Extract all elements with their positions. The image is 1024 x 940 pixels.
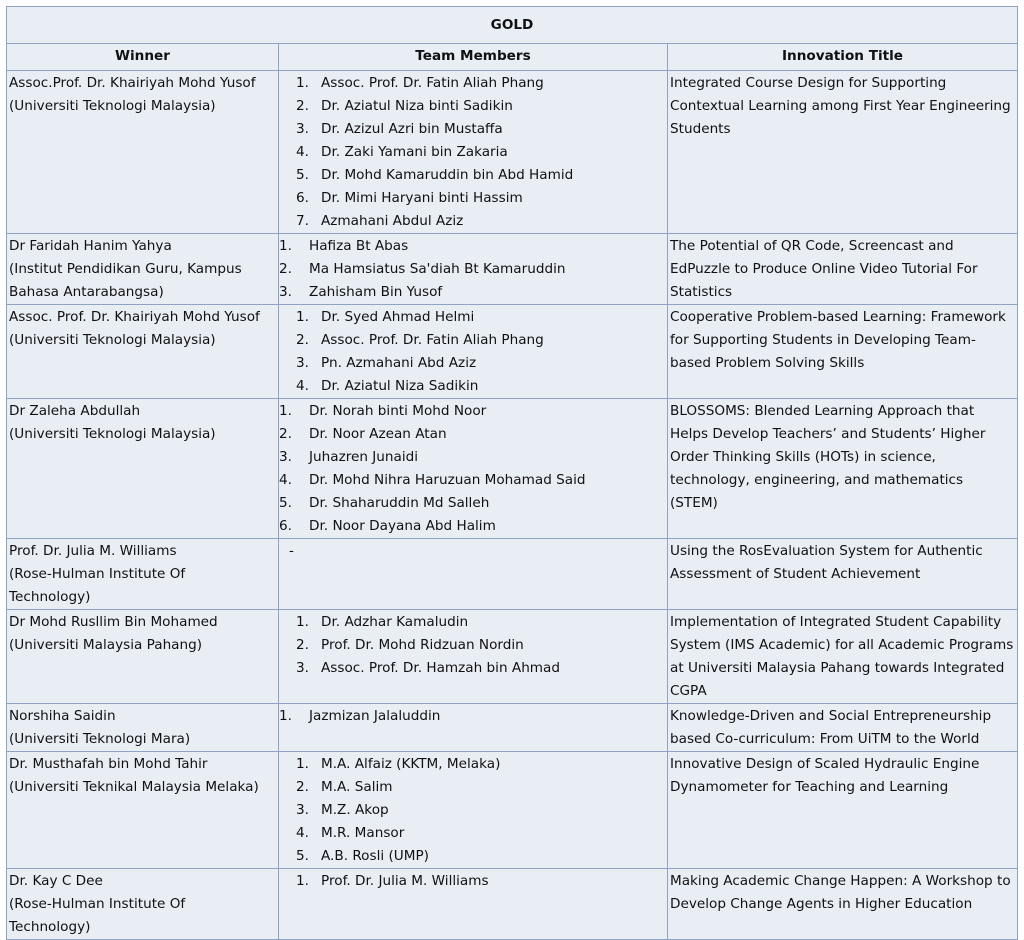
team-member-item [279, 118, 667, 141]
team-members-list [279, 235, 667, 304]
item-number: 6. [279, 518, 292, 534]
team-member-item [279, 799, 667, 822]
innovation-title-cell: Making Academic Change Happen: A Workshop to Develop Change Agents in Higher Education [668, 869, 1018, 940]
team-member-name: Prof. Dr. Julia M. Williams [321, 873, 489, 889]
team-members-list [279, 870, 667, 893]
winner-line: (Universiti Teknologi Malaysia) [9, 332, 216, 348]
table-row [7, 752, 1018, 869]
winner-cell [7, 869, 279, 940]
team-members-list [279, 72, 667, 233]
team-member-name: Pn. Azmahani Abd Aziz [321, 355, 477, 371]
team-members-list [279, 611, 667, 680]
team-member-name: Dr. Zaki Yamani bin Zakaria [321, 144, 508, 160]
team-member-name: Dr. Aziatul Niza binti Sadikin [321, 98, 513, 114]
team-member-name: Dr. Syed Ahmad Helmi [321, 309, 475, 325]
team-member-item [279, 352, 667, 375]
team-member-name: Dr. Aziatul Niza Sadikin [321, 378, 479, 394]
item-number: 1. [296, 614, 309, 630]
team-member-item [279, 400, 667, 423]
team-members-list [279, 400, 667, 538]
team-member-item [279, 281, 667, 304]
winner-cell [7, 610, 279, 704]
team-member-item [279, 210, 667, 233]
team-member-item [279, 141, 667, 164]
winner-line: Dr. Musthafah bin Mohd Tahir [9, 756, 208, 772]
team-member-name: Dr. Norah binti Mohd Noor [309, 403, 487, 419]
innovation-title-cell: Integrated Course Design for Supporting Contextual Learning among First Year Engineering Students [668, 71, 1018, 234]
team-member-item [279, 329, 667, 352]
winner-cell [7, 539, 279, 610]
team-member-name: Azmahani Abdul Aziz [321, 213, 464, 229]
item-number: 1. [296, 75, 309, 91]
team-member-name: Dr. Adzhar Kamaludin [321, 614, 469, 630]
winner-line: Prof. Dr. Julia M. Williams [9, 543, 177, 559]
team-member-item [279, 776, 667, 799]
winner-line: Dr Faridah Hanim Yahya [9, 238, 172, 254]
winner-line: (Rose-Hulman Institute Of [9, 566, 186, 582]
table-row [7, 704, 1018, 752]
item-number: 4. [279, 472, 292, 488]
team-members-cell [279, 752, 668, 869]
item-number: 1. [279, 238, 292, 254]
innovation-title-cell: Innovative Design of Scaled Hydraulic Engine Dynamometer for Teaching and Learning [668, 752, 1018, 869]
team-member-name: M.R. Mansor [321, 825, 405, 841]
winner-line: Dr. Kay C Dee [9, 873, 103, 889]
team-member-item [279, 72, 667, 95]
team-member-item [279, 845, 667, 868]
team-member-name: A.B. Rosli (UMP) [321, 848, 429, 864]
team-member-name: Dr. Shaharuddin Md Salleh [309, 495, 490, 511]
item-number: 2. [296, 779, 309, 795]
team-member-name: Dr. Mohd Nihra Haruzuan Mohamad Said [309, 472, 586, 488]
team-member-name: Juhazren Junaidi [309, 449, 419, 465]
item-number: 3. [296, 802, 309, 818]
item-number: 3. [279, 284, 292, 300]
team-member-item [279, 870, 667, 893]
item-number: 1. [279, 403, 292, 419]
table-row [7, 234, 1018, 305]
team-member-item [279, 164, 667, 187]
team-member-item [279, 375, 667, 398]
winner-line: (Universiti Malaysia Pahang) [9, 637, 203, 653]
item-number: 3. [296, 121, 309, 137]
team-member-name: Zahisham Bin Yusof [309, 284, 443, 300]
team-member-name: Dr. Mimi Haryani binti Hassim [321, 190, 523, 206]
team-member-item [279, 235, 667, 258]
team-members-cell [279, 305, 668, 399]
team-member-name: Hafiza Bt Abas [309, 238, 409, 254]
item-number: 2. [296, 98, 309, 114]
winner-cell [7, 234, 279, 305]
team-member-name: Assoc. Prof. Dr. Fatin Aliah Phang [321, 332, 544, 348]
team-member-name: M.Z. Akop [321, 802, 389, 818]
winner-cell [7, 305, 279, 399]
team-member-item [279, 446, 667, 469]
team-member-name: Dr. Azizul Azri bin Mustaffa [321, 121, 503, 137]
item-number: 2. [279, 261, 292, 277]
item-number: 7. [296, 213, 309, 229]
table-row [7, 71, 1018, 234]
item-number: 5. [296, 848, 309, 864]
team-members-list [279, 753, 667, 868]
item-number: 1. [279, 708, 292, 724]
team-members-cell [279, 234, 668, 305]
winner-line: Dr Zaleha Abdullah [9, 403, 141, 419]
item-number: 6. [296, 190, 309, 206]
team-member-item [279, 634, 667, 657]
team-member-name: Dr. Noor Dayana Abd Halim [309, 518, 496, 534]
team-member-item [279, 258, 667, 281]
team-member-item [279, 822, 667, 845]
team-members-cell [279, 399, 668, 539]
winner-line: Technology) [9, 589, 91, 605]
item-number: 4. [296, 144, 309, 160]
innovation-title-cell: BLOSSOMS: Blended Learning Approach that Helps Develop Teachers’ and Students’ Higher Order Thinking Skills (HOTs) in science, technology, engineering, and mathematics (STEM) [668, 399, 1018, 539]
innovation-title-cell: Knowledge-Driven and Social Entrepreneurship based Co-curriculum: From UiTM to the World [668, 704, 1018, 752]
gold-table [6, 6, 1018, 940]
item-number: 2. [296, 637, 309, 653]
table-row [7, 399, 1018, 539]
team-member-item [279, 306, 667, 329]
team-members-list [279, 705, 667, 728]
item-number: 1. [296, 756, 309, 772]
team-member-item [279, 95, 667, 118]
winner-line: Norshiha Saidin [9, 708, 116, 724]
team-members-cell [279, 539, 668, 610]
item-number: 3. [296, 660, 309, 676]
winner-line: (Universiti Teknikal Malaysia Melaka) [9, 779, 259, 795]
table-row [7, 539, 1018, 610]
winner-line: (Institut Pendidikan Guru, Kampus [9, 261, 242, 277]
team-member-name: Ma Hamsiatus Sa'diah Bt Kamaruddin [309, 261, 566, 277]
winner-line: Bahasa Antarabangsa) [9, 284, 164, 300]
winner-cell [7, 399, 279, 539]
team-members-empty: - [289, 543, 294, 559]
item-number: 4. [296, 378, 309, 394]
team-member-item [279, 469, 667, 492]
team-member-name: Jazmizan Jalaluddin [309, 708, 441, 724]
team-member-name: Dr. Noor Azean Atan [309, 426, 447, 442]
team-members-cell [279, 71, 668, 234]
table-row [7, 305, 1018, 399]
team-members-cell [279, 869, 668, 940]
team-member-item [279, 611, 667, 634]
winner-line: Assoc. Prof. Dr. Khairiyah Mohd Yusof [9, 309, 260, 325]
team-member-item [279, 753, 667, 776]
team-member-name: Assoc. Prof. Dr. Fatin Aliah Phang [321, 75, 544, 91]
winner-cell [7, 704, 279, 752]
winner-line: (Rose-Hulman Institute Of [9, 896, 186, 912]
winner-line: Technology) [9, 919, 91, 935]
header-innovation-title: Innovation Title [668, 44, 1018, 71]
table-row [7, 869, 1018, 940]
item-number: 2. [296, 332, 309, 348]
team-member-name: M.A. Salim [321, 779, 393, 795]
innovation-title-cell: The Potential of QR Code, Screencast and EdPuzzle to Produce Online Video Tutorial For Statistics [668, 234, 1018, 305]
team-member-item [279, 423, 667, 446]
team-member-item [279, 515, 667, 538]
innovation-title-cell: Using the RosEvaluation System for Authentic Assessment of Student Achievement [668, 539, 1018, 610]
team-member-name: Dr. Mohd Kamaruddin bin Abd Hamid [321, 167, 574, 183]
item-number: 5. [279, 495, 292, 511]
table-row [7, 610, 1018, 704]
winner-cell [7, 752, 279, 869]
table-title: GOLD [7, 7, 1018, 44]
item-number: 4. [296, 825, 309, 841]
team-member-item [279, 187, 667, 210]
item-number: 1. [296, 309, 309, 325]
team-members-cell [279, 610, 668, 704]
item-number: 2. [279, 426, 292, 442]
innovation-title-cell: Cooperative Problem-based Learning: Framework for Supporting Students in Developing Team-based Problem Solving Skills [668, 305, 1018, 399]
winner-line: (Universiti Teknologi Malaysia) [9, 426, 216, 442]
item-number: 5. [296, 167, 309, 183]
winner-line: (Universiti Teknologi Malaysia) [9, 98, 216, 114]
winner-cell [7, 71, 279, 234]
team-members-cell [279, 704, 668, 752]
team-member-name: Assoc. Prof. Dr. Hamzah bin Ahmad [321, 660, 561, 676]
team-members-list [279, 306, 667, 398]
innovation-title-cell: Implementation of Integrated Student Capability System (IMS Academic) for all Academic Programs at Universiti Malaysia Pahang towards Integrated CGPA [668, 610, 1018, 704]
item-number: 3. [296, 355, 309, 371]
item-number: 3. [279, 449, 292, 465]
winner-line: Assoc.Prof. Dr. Khairiyah Mohd Yusof [9, 75, 256, 91]
header-winner: Winner [7, 44, 279, 71]
item-number: 1. [296, 873, 309, 889]
team-member-name: M.A. Alfaiz (KKTM, Melaka) [321, 756, 501, 772]
winner-line: Dr Mohd Rusllim Bin Mohamed [9, 614, 218, 630]
team-member-item [279, 705, 667, 728]
team-member-item [279, 657, 667, 680]
team-member-name: Prof. Dr. Mohd Ridzuan Nordin [321, 637, 524, 653]
header-team-members: Team Members [279, 44, 668, 71]
team-member-item [279, 492, 667, 515]
winner-line: (Universiti Teknologi Mara) [9, 731, 191, 747]
